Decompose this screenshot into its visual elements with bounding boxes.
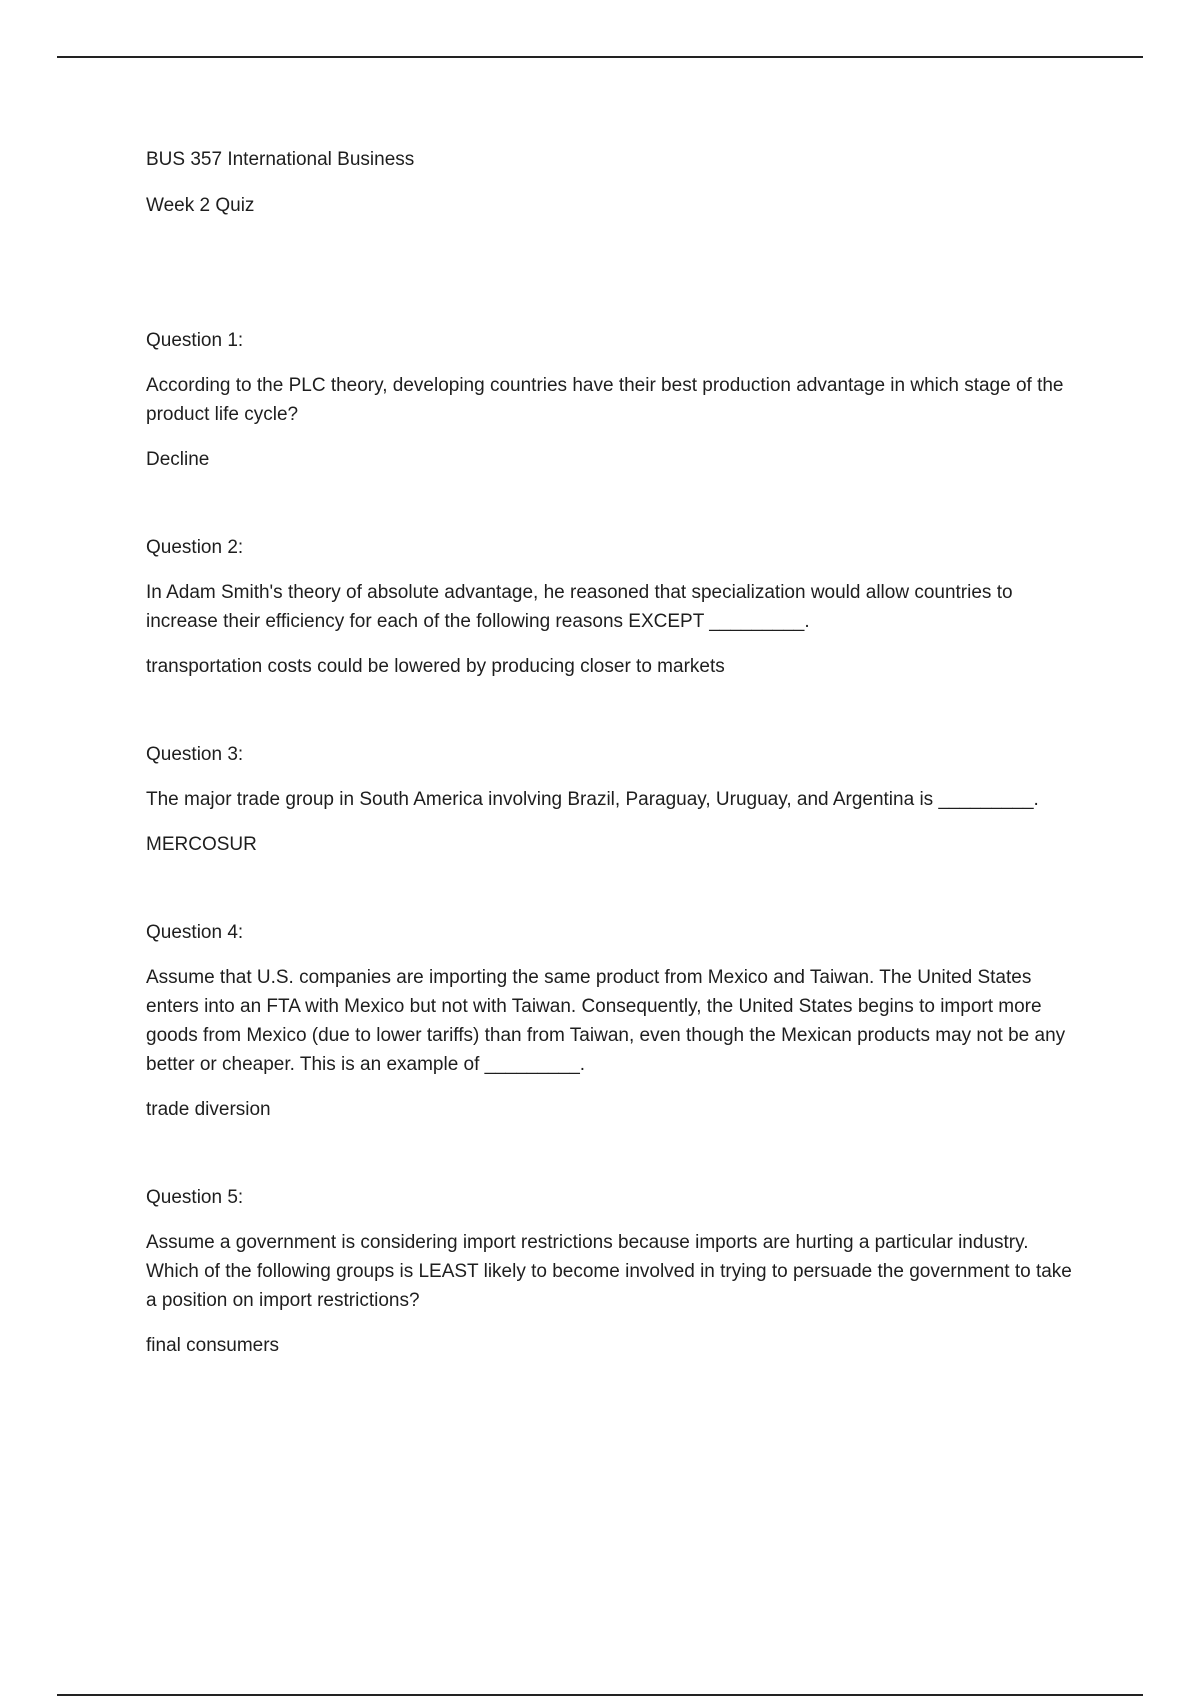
question-text: According to the PLC theory, developing countries have their best production advantage in which stage of the product life cycle? bbox=[146, 375, 1064, 425]
document-body bbox=[146, 145, 1086, 1360]
question-3 bbox=[146, 740, 1086, 859]
question-label: Question 5: bbox=[146, 1187, 244, 1208]
question-text: In Adam Smith's theory of absolute advantage, he reasoned that specialization would allow countries to increase their efficiency for each of the following reasons EXCEPT _________. bbox=[146, 582, 1013, 632]
question-5 bbox=[146, 1183, 1086, 1360]
question-answer: Decline bbox=[146, 449, 210, 470]
question-text: Assume that U.S. companies are importing the same product from Mexico and Taiwan. The United States enters into an FTA with Mexico but not with Taiwan. Consequently, the United States begins to import more goods from Mexico (due to lower tariffs) than from Taiwan, even though the Mexican products may not be any better or cheaper. This is an example of _________. bbox=[146, 967, 1066, 1075]
question-1 bbox=[146, 326, 1086, 474]
question-label: Question 1: bbox=[146, 330, 244, 351]
footer-rule bbox=[57, 1694, 1143, 1696]
question-2 bbox=[146, 533, 1086, 681]
question-answer: trade diversion bbox=[146, 1099, 271, 1120]
question-answer: final consumers bbox=[146, 1335, 280, 1356]
question-label: Question 4: bbox=[146, 922, 244, 943]
question-answer: transportation costs could be lowered by producing closer to markets bbox=[146, 656, 725, 677]
question-label: Question 2: bbox=[146, 537, 244, 558]
question-label: Question 3: bbox=[146, 744, 244, 765]
question-answer: MERCOSUR bbox=[146, 834, 257, 855]
question-4 bbox=[146, 918, 1086, 1124]
question-text: The major trade group in South America involving Brazil, Paraguay, Uruguay, and Argentina is _________. bbox=[146, 789, 1039, 810]
question-list bbox=[146, 326, 1086, 1360]
question-text: Assume a government is considering import restrictions because imports are hurting a particular industry. Which of the following groups is LEAST likely to become involved in trying to persuade the government to take a position on import restrictions? bbox=[146, 1232, 1072, 1311]
course-title: BUS 357 International Business bbox=[146, 149, 415, 170]
quiz-title: Week 2 Quiz bbox=[146, 195, 255, 216]
header-rule bbox=[57, 56, 1143, 58]
